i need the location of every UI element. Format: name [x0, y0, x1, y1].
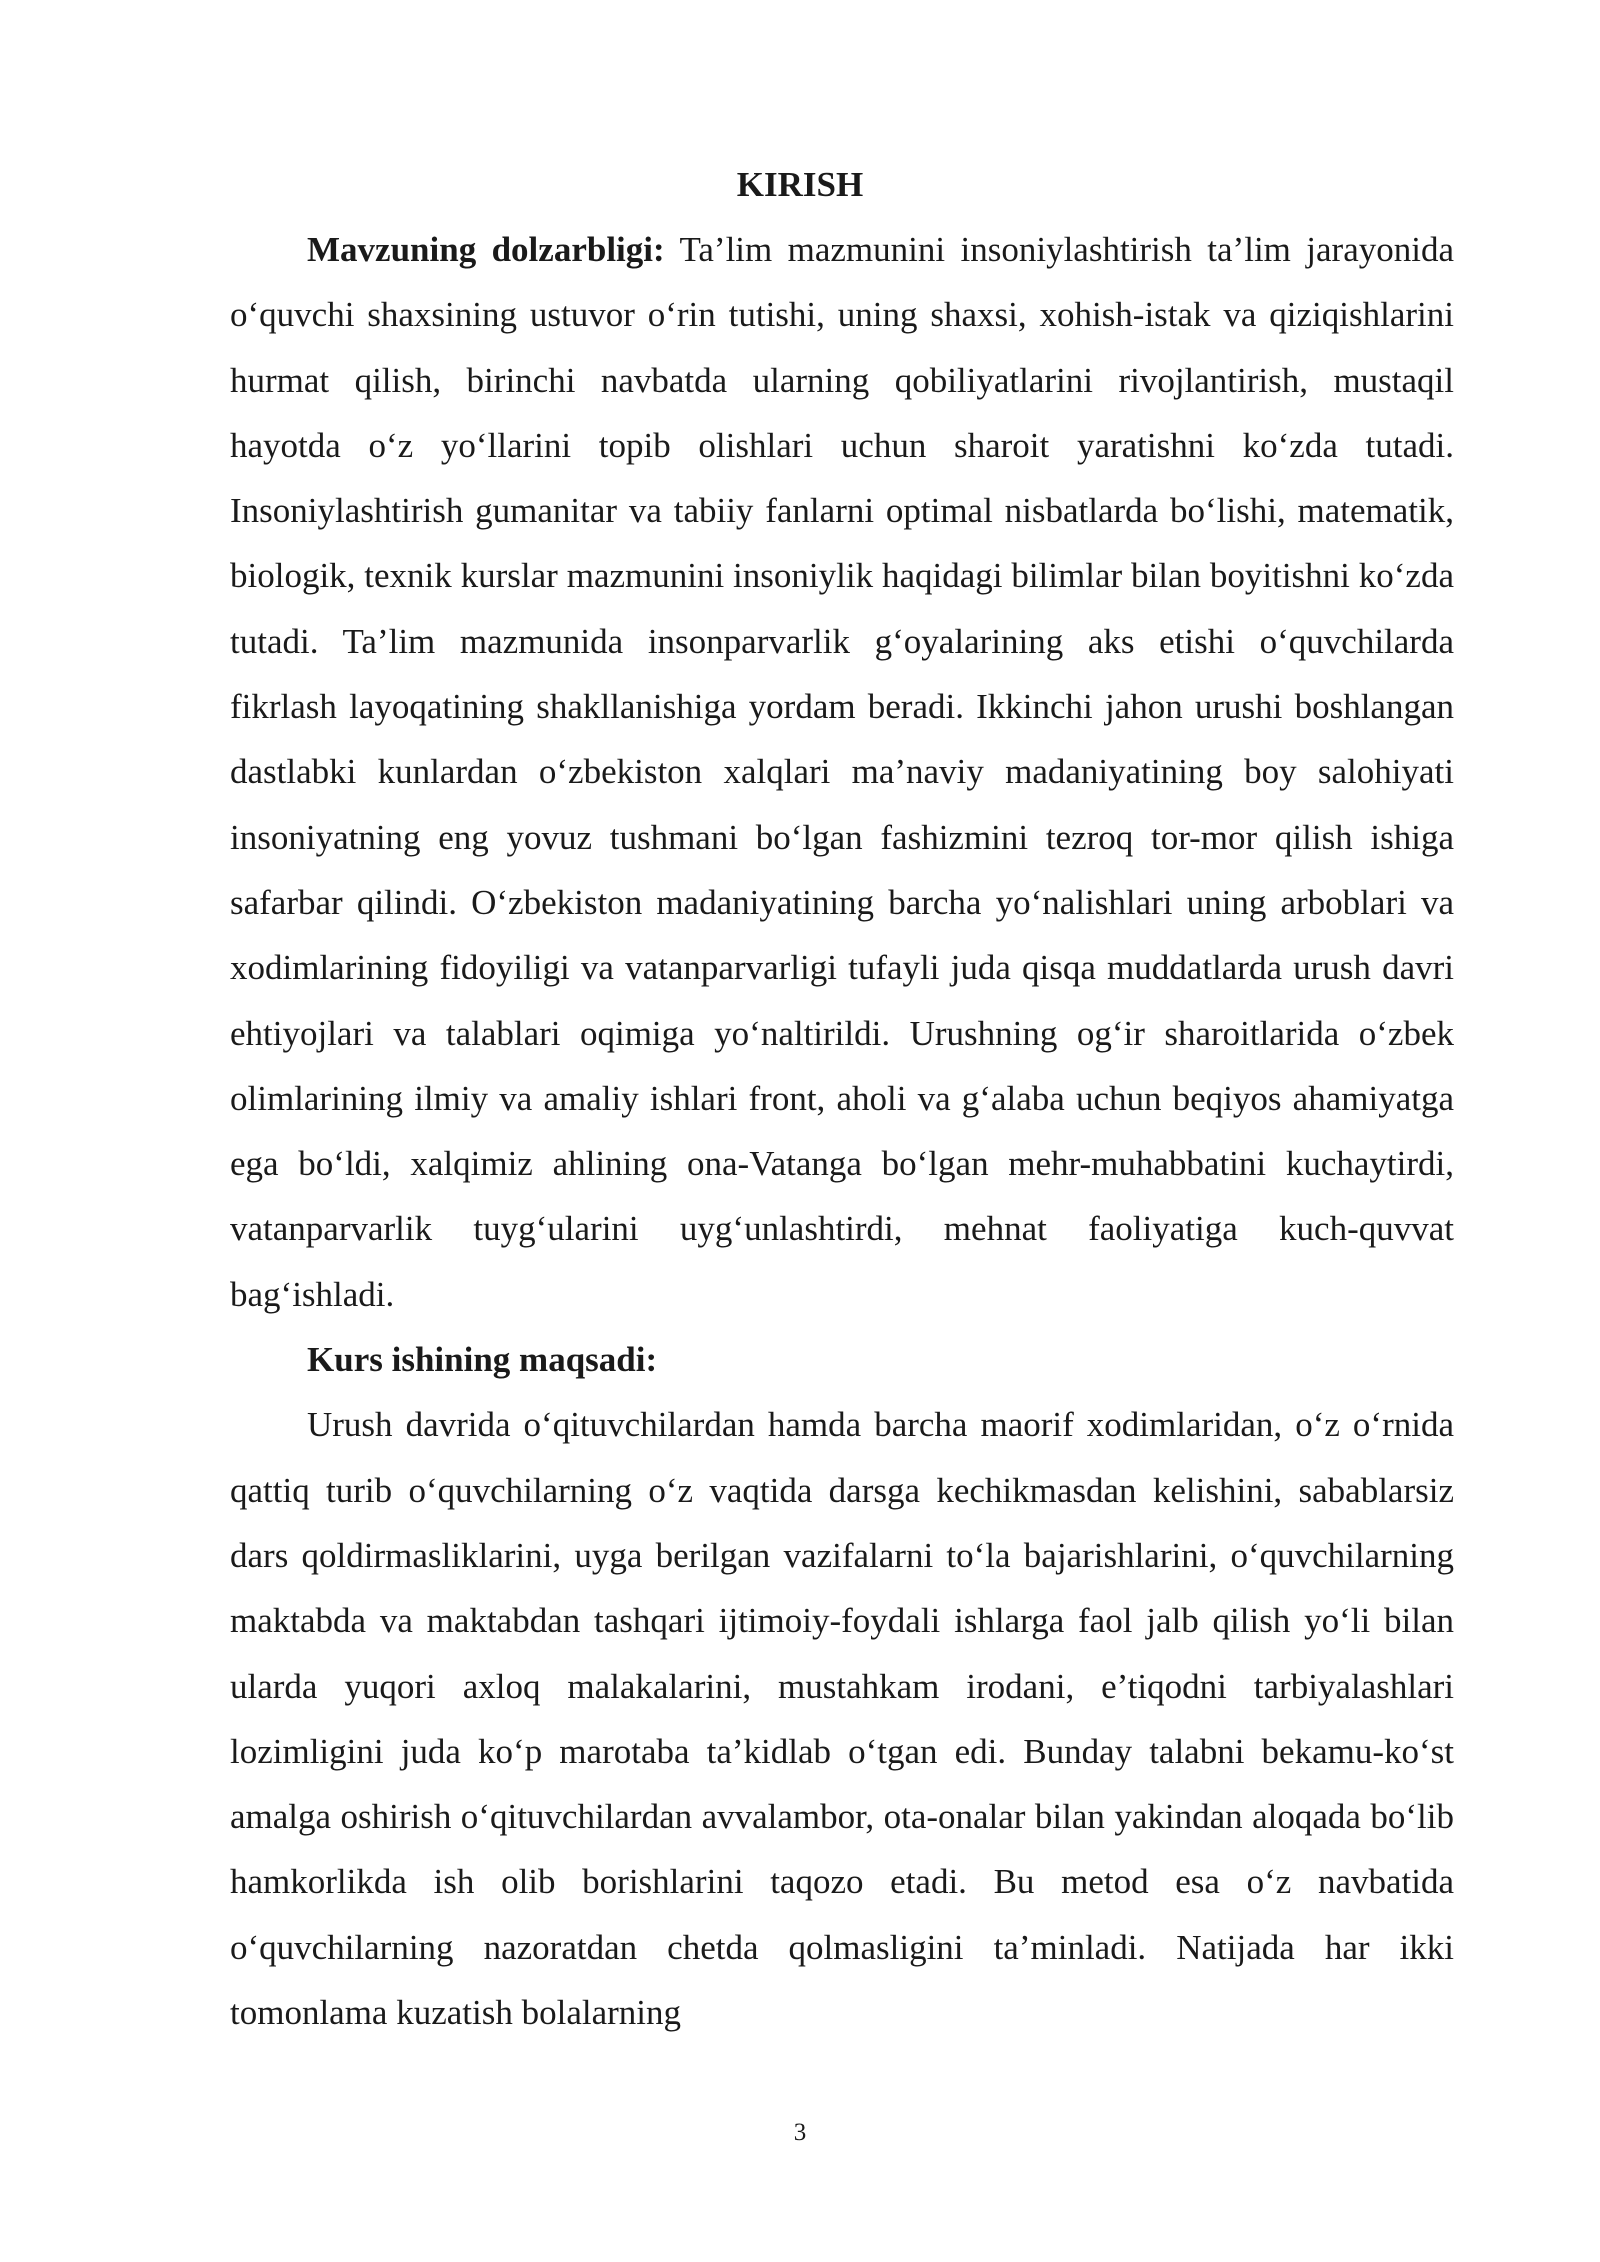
- relevance-text: Ta’lim mazmunini insoniylashtirish ta’lim jarayonida o‘quvchi shaxsining ustuvor o‘rin tutishi, uning shaxsi, xohish-istak va qiziqishlarini hurmat qilish, birinchi navbatda ularning qobiliyatlarini rivojlantirish, mustaqil hayotda o‘z yo‘llarini topib olishlari uchun sharoit yaratishni ko‘zda tutadi. Insoniylashtirish gumanitar va tabiiy fanlarni optimal nisbatlarda bo‘lishi, matematik, biologik, texnik kurslar mazmunini insoniylik haqidagi bilimlar bilan boyitishni ko‘zda tutadi. Ta’lim mazmunida insonparvarlik g‘oyalarining aks etishi o‘quvchilarda fikrlash layoqatining shakllanishiga yordam beradi. Ikkinchi jahon urushi boshlangan dastlabki kunlardan o‘zbekiston xalqlari ma’naviy madaniyatining boy salohiyati insoniyatning eng yovuz tushmani bo‘lgan fashizmini tezroq tor-mor qilish ishiga safarbar qilindi. O‘zbekiston madaniyatining barcha yo‘nalishlari uning arboblari va xodimlarining fidoyiligi va vatanparvarligi tufayli juda qisqa muddatlarda urush davri ehtiyojlari va talablari oqimiga yo‘naltirildi. Urushning og‘ir sharoitlarida o‘zbek olimlarining ilmiy va amaliy ishlari front, aholi va g‘alaba uchun beqiyos ahamiyatga ega bo‘ldi, xalqimiz ahlining ona-Vatanga bo‘lgan mehr-muhabbatini kuchaytirdi, vatanparvarlik tuyg‘ularini uyg‘unlashtirdi, mehnat faoliyatiga kuch-quvvat bag‘ishladi.: [230, 230, 1454, 1314]
- section-heading: KIRISH: [736, 165, 864, 204]
- goal-heading: Kurs ishining maqsadi:: [307, 1340, 658, 1380]
- relevance-paragraph: [230, 217, 1454, 1327]
- page-number: 3: [793, 2119, 807, 2146]
- goal-paragraph: Urush davrida o‘qituvchilardan hamda barcha maorif xodimlaridan, o‘z o‘rnida qattiq turib o‘quvchilarning o‘z vaqtida darsga kechikmasdan kelishini, sabablarsiz dars qoldirmasliklarini, uyga berilgan vazifalarni to‘la bajarishlarini, o‘quvchilarning maktabda va maktabdan tashqari ijtimoiy-foydali ishlarga faol jalb qilish yo‘li bilan ularda yuqori axloq malakalarini, mustahkam irodani, e’tiqodni tarbiyalashlari lozimligini juda ko‘p marotaba ta’kidlab o‘tgan edi. Bunday talabni bekamu-ko‘st amalga oshirish o‘qituvchilardan avvalambor, ota-onalar bilan yakindan aloqada bo‘lib hamkorlikda ish olib borishlarini taqozo etadi. Bu metod esa o‘z navbatida o‘quvchilarning nazoratdan chetda qolmasligini ta’minladi. Natijada har ikki tomonlama kuzatish bolalarning: [230, 1405, 1454, 2033]
- body-text: [230, 217, 1454, 2045]
- relevance-label: Mavzuning dolzarbligi:: [307, 230, 665, 269]
